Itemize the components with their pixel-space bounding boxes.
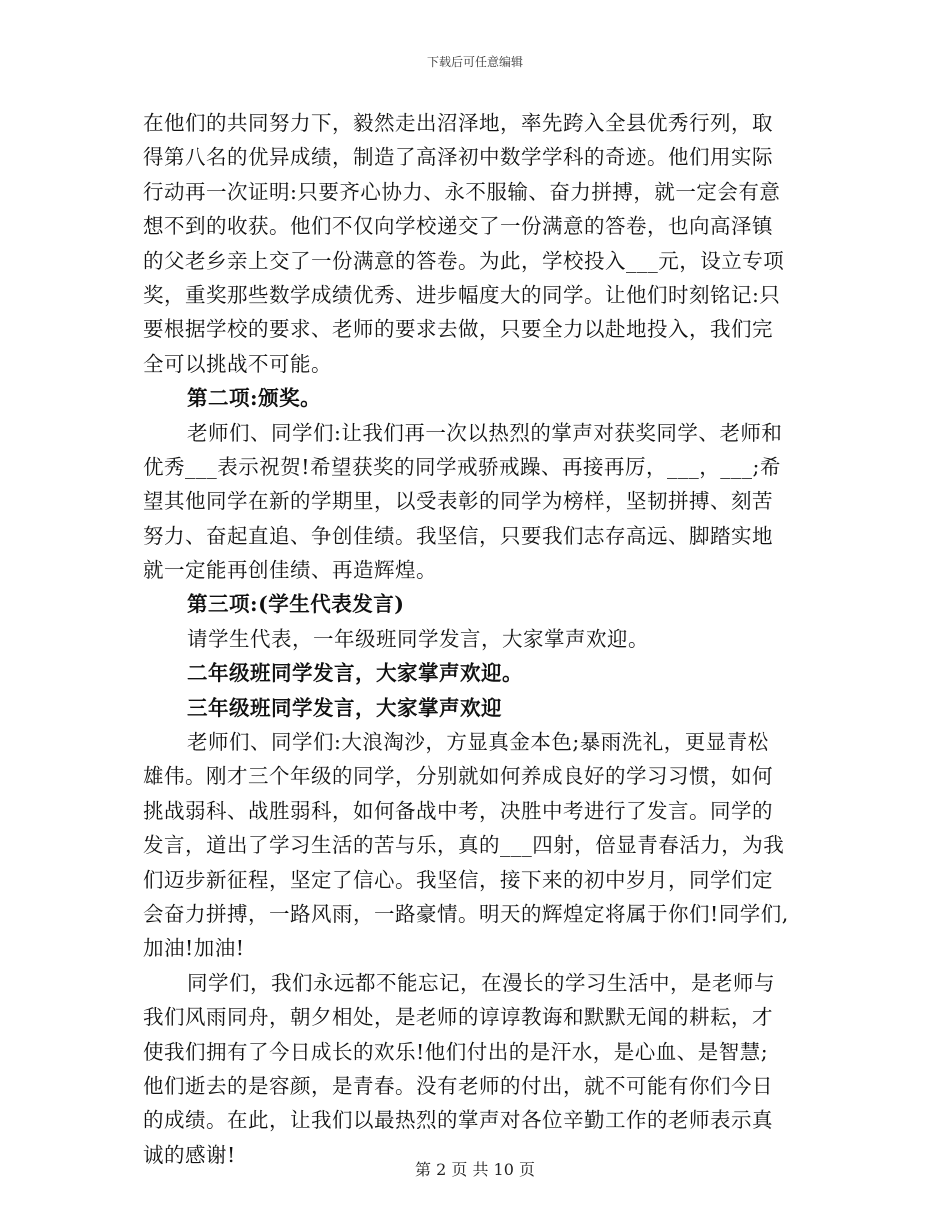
- text-line: 全可以挑战不可能。: [143, 351, 332, 376]
- section-heading-line: 二年级班同学发言，大家掌声欢迎。: [187, 661, 523, 686]
- text-line: 使我们拥有了今日成长的欢乐!他们付出的是汗水，是心血、是智慧;: [143, 1039, 769, 1064]
- text-line: 想不到的收获。他们不仅向学校递交了一份满意的答卷，也向高泽镇: [143, 214, 773, 239]
- text-line: 努力、奋起直追、争创佳绩。我坚信，只要我们志存高远、脚踏实地: [143, 523, 773, 548]
- text-line: 请学生代表，一年级班同学发言，大家掌声欢迎。: [187, 626, 649, 651]
- text-line: 优秀___表示祝贺!希望获奖的同学戒骄戒躁、再接再厉，___，___;希: [143, 454, 781, 479]
- document-body: [143, 106, 823, 1172]
- text-line: 的成绩。在此，让我们以最热烈的掌声对各位辛勤工作的老师表示真: [143, 1108, 773, 1133]
- text-line: 我们风雨同舟，朝夕相处，是老师的谆谆教诲和默默无闻的耕耘，才: [143, 1005, 773, 1030]
- text-line: 老师们、同学们:让我们再一次以热烈的掌声对获奖同学、老师和: [187, 420, 783, 445]
- page-header: 下载后可任意编辑: [426, 55, 523, 69]
- text-line: 行动再一次证明:只要齐心协力、永不服输、奋力拼搏，就一定会有意: [143, 179, 781, 204]
- text-line: 在他们的共同努力下，毅然走出沼泽地，率先跨入全县优秀行列，取: [143, 111, 773, 135]
- text-line: 老师们、同学们:大浪淘沙，方显真金本色;暴雨洗礼，更显青松: [187, 730, 769, 755]
- section-heading-line: 第二项:颁奖。: [187, 386, 322, 411]
- text-line: 就一定能再创佳绩、再造辉煌。: [143, 558, 437, 583]
- text-line: 要根据学校的要求、老师的要求去做，只要全力以赴地投入，我们完: [143, 317, 773, 342]
- text-line: 诚的感谢!: [143, 1142, 236, 1167]
- text-line: 的父老乡亲上交了一份满意的答卷。为此，学校投入___元，设立专项: [143, 248, 785, 273]
- page-footer: 第 2 页 共 10 页: [415, 1160, 535, 1179]
- text-line: 们迈步新征程，坚定了信心。我坚信，接下来的初中岁月，同学们定: [143, 867, 773, 892]
- text-line: 他们逝去的是容颜，是青春。没有老师的付出，就不可能有你们今日: [143, 1073, 773, 1098]
- text-line: 奖，重奖那些数学成绩优秀、进步幅度大的同学。让他们时刻铭记:只: [143, 282, 781, 307]
- section-heading-line: 第三项:(学生代表发言): [187, 592, 405, 617]
- text-line: 望其他同学在新的学期里，以受表彰的同学为榜样，坚韧拼搏、刻苦: [143, 489, 773, 514]
- section-heading-line: 三年级班同学发言，大家掌声欢迎: [187, 695, 502, 720]
- text-line: 雄伟。刚才三个年级的同学，分别就如何养成良好的学习习惯，如何: [143, 764, 773, 789]
- text-line: 发言，道出了学习生活的苦与乐，真的___四射，倍显青春活力，为我: [143, 833, 785, 858]
- text-line: 挑战弱科、战胜弱科，如何备战中考，决胜中考进行了发言。同学的: [143, 798, 773, 823]
- text-line: 会奋力拼搏，一路风雨，一路豪情。明天的辉煌定将属于你们!同学们,: [143, 901, 789, 926]
- text-line: 同学们，我们永远都不能忘记，在漫长的学习生活中，是老师与: [187, 970, 775, 995]
- text-line: 加油!加油!: [143, 936, 245, 961]
- text-line: 得第八名的优异成绩，制造了高泽初中数学学科的奇迹。他们用实际: [143, 145, 773, 170]
